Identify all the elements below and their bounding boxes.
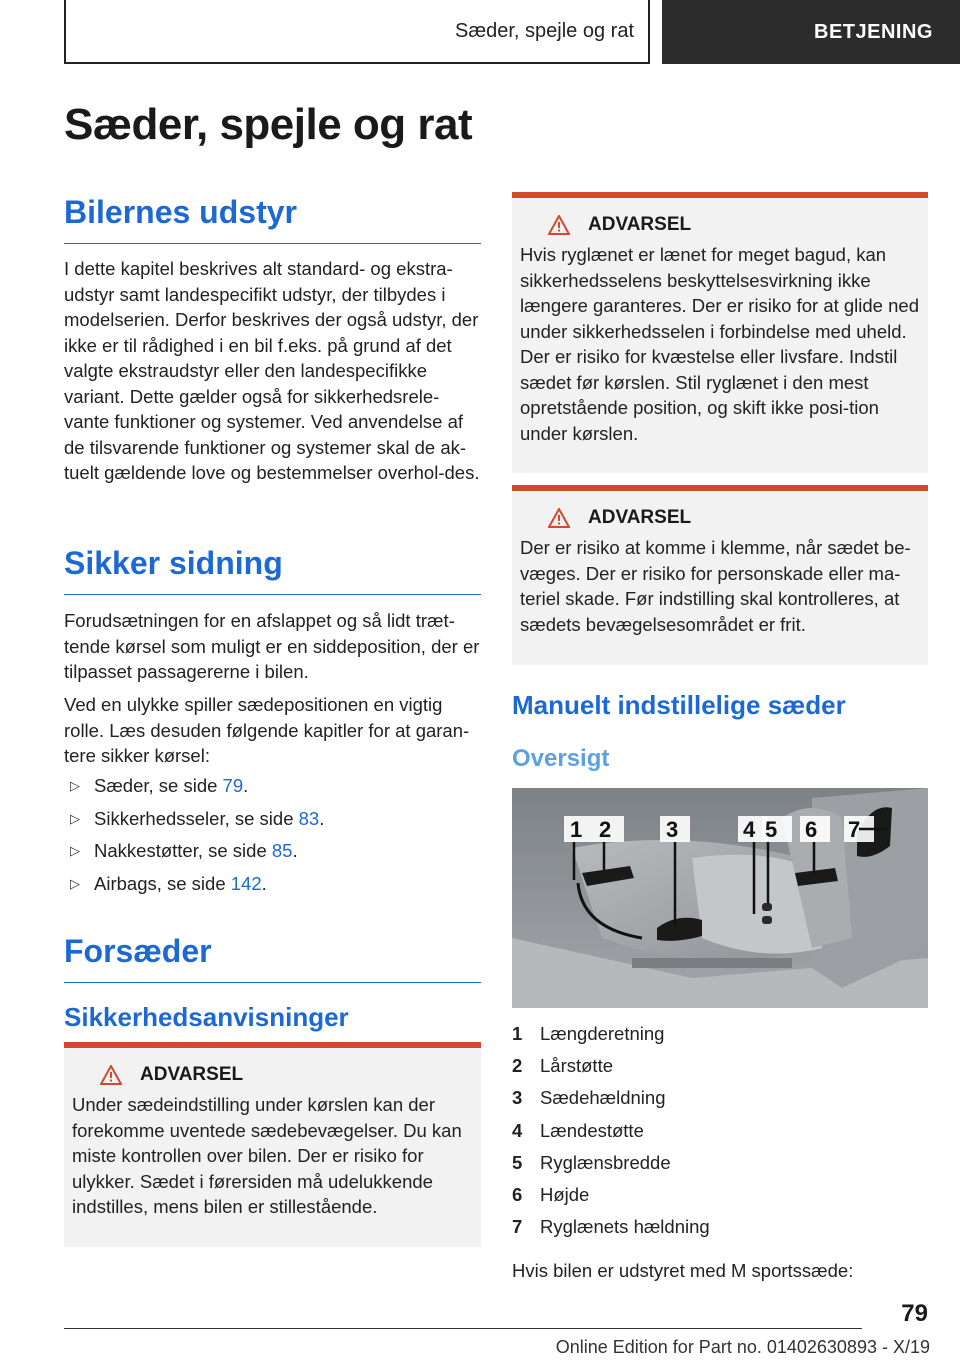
warning-triangle-icon <box>548 215 570 235</box>
page-link[interactable]: 142 <box>230 872 262 894</box>
list-item: 4 Lændestøtte <box>512 1119 644 1141</box>
footer-edition: Online Edition for Part no. 01402630893 - X/19 <box>555 1337 930 1357</box>
warning-body: Der er risiko at komme i klemme, når sædet be-væges. Der er risiko for personskade eller ma-teriel skade. Før indstilling skal kontrolleres, at sædets bevægelsesområdet er frit. <box>520 537 911 635</box>
warning-title: ADVARSEL <box>588 214 692 235</box>
bullet-text: Nakkestøtter, se side <box>94 840 272 861</box>
warning-box-2 <box>512 192 928 473</box>
warning-title: ADVARSEL <box>140 1064 244 1085</box>
header-chapter: Sæder, spejle og rat <box>455 19 634 42</box>
list-item: 3 Sædehældning <box>512 1087 666 1109</box>
list-item: ▷ Sæder, se side 79. <box>64 770 324 803</box>
list-item: 2 Lårstøtte <box>512 1055 613 1077</box>
warning-box-1 <box>64 1042 481 1247</box>
photo-label-6: 6 <box>805 817 818 842</box>
header-chapter-box <box>64 0 650 64</box>
bullet-text: Airbags, se side <box>94 872 231 894</box>
photo-label-1: 1 <box>570 817 583 842</box>
photo-label-4: 4 <box>743 817 756 842</box>
warning-title: ADVARSEL <box>588 507 692 528</box>
list-item: 6 Højde <box>512 1184 590 1206</box>
header-section: BETJENING <box>814 20 933 43</box>
list-item: 5 Ryglænsbredde <box>512 1151 671 1173</box>
seat-controls-photo <box>512 788 928 1008</box>
bullet-text: Sæder, se side <box>94 775 223 796</box>
triangle-bullet-icon: ▷ <box>70 810 80 826</box>
heading-bilernes-udstyr: Bilernes udstyr <box>64 194 481 244</box>
chapter-reference-list <box>64 770 324 900</box>
triangle-bullet-icon: ▷ <box>70 843 80 858</box>
paragraph-udstyr: I dette kapitel beskrives alt standard- og ekstra-udstyr samt landespecifikt udstyr, der tilbydes i modelserien. Derfor beskrives der også udstyr, der ikke er til rådighed i en bil f.eks. på grund af det valgte ekstraudstyr eller den landespecifikke variant. Dette gælder også for sikkerhedsrele-vante funktioner og systemer. Ved anvendelse af de tilsvarende funktioner og systemer skal de ak-tuelt gældende love og bestemmelser overhol-des. <box>64 258 480 483</box>
warning-triangle-icon <box>548 508 570 528</box>
photo-label-7: 7 <box>848 817 861 842</box>
page-link[interactable]: 85 <box>271 840 293 861</box>
paragraph-sportssaede: Hvis bilen er udstyret med M sportssæde: <box>512 1260 854 1281</box>
triangle-bullet-icon: ▷ <box>70 778 80 793</box>
list-item: 1 Længderetning <box>512 1023 665 1044</box>
triangle-bullet-icon: ▷ <box>70 875 80 891</box>
seat-controls-legend <box>512 1018 710 1243</box>
heading-sikkerhedsanvisninger: Sikkerhedsanvisninger <box>64 1002 349 1032</box>
list-item: ▷ Nakkestøtter, se side 85. <box>64 835 324 868</box>
photo-label-5: 5 <box>765 817 778 842</box>
warning-body: Hvis ryglænet er lænet for meget bagud, kan sikkerhedsselens beskyttelsesvirkning ikke længere garanteres. Der er risiko for at glide ned under sikkerhedsselen i forbindelse med uheld. Der er risiko for kvæstelse eller livsfare. Indstil sædet før kørslen. Stil ryglænet i den mest opretstående position, og skift ikke posi-tion under kørslen. <box>520 244 919 444</box>
bullet-text: Sikkerhedsseler, se side <box>94 807 299 829</box>
page-link[interactable]: 79 <box>222 775 244 796</box>
list-item: ▷ Airbags, se side 142. <box>64 868 324 901</box>
warning-body: Under sædeindstilling under kørslen kan der forekomme uventede sædebevægelser. Du kan miste kontrollen over bilen. Der er risiko for ulykker. Sædet i førersiden må udelukkende indstilles, mens bilen er stillestående. <box>72 1094 462 1217</box>
photo-label-2: 2 <box>599 817 612 842</box>
header-section-box <box>662 0 960 64</box>
list-item: 7 Ryglænets hældning <box>512 1216 710 1238</box>
page-link[interactable]: 83 <box>298 807 320 829</box>
warning-triangle-icon <box>100 1065 122 1085</box>
warning-box-3 <box>512 485 928 665</box>
paragraph-sidning-2: Ved en ulykke spiller sædepositionen en vigtig rolle. Læs desuden følgende kapitler for at garan-tere sikker kørsel: <box>64 694 470 766</box>
footer-divider <box>64 1328 862 1329</box>
heading-manuelt-indstillelige: Manuelt indstillelige sæder <box>512 690 846 720</box>
seat-illustration <box>512 788 928 1008</box>
page-title: Sæder, spejle og rat <box>64 100 473 149</box>
heading-oversigt: Oversigt <box>512 745 610 772</box>
heading-forsaeder: Forsæder <box>64 933 481 983</box>
heading-sikker-sidning: Sikker sidning <box>64 545 481 595</box>
list-item: ▷ Sikkerhedsseler, se side 83. <box>64 803 324 836</box>
photo-label-3: 3 <box>666 817 679 842</box>
paragraph-sidning-1: Forudsætningen for en afslappet og så lidt træt-tende kørsel som muligt er en siddeposition, der er tilpasset passagererne i bilen. <box>64 610 480 682</box>
page-number: 79 <box>901 1300 928 1327</box>
